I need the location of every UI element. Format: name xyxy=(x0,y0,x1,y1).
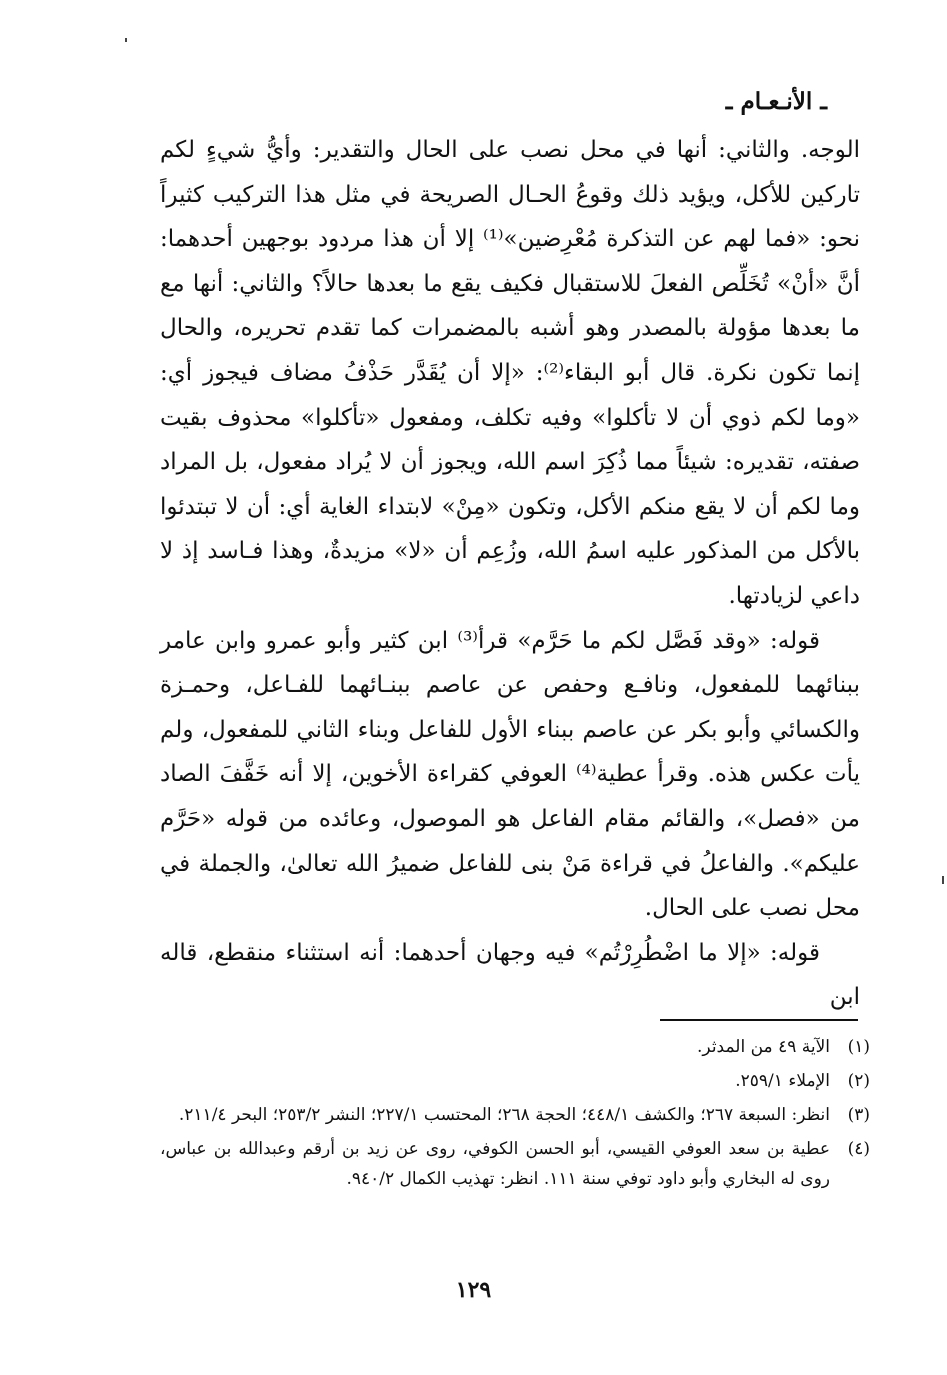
page-number: ١٢٩ xyxy=(455,1277,492,1303)
running-header: ـ الأنـعـام ـ xyxy=(725,88,827,115)
scan-speck xyxy=(942,876,944,884)
footnote xyxy=(160,1134,870,1194)
footnote-text: الآية ٤٩ من المدثر. xyxy=(697,1037,830,1057)
main-text xyxy=(160,128,860,1020)
footnote-text: عطية بن سعد العوفي القيسي، أبو الحسن الكوفي، روى عن زيد بن أرقم وعبدالله بن عباس، روى له البخاري وأبو داود توفي سنة ١١١. انظر: تهذيب الكمال ٩٤٠/٢. xyxy=(160,1139,830,1189)
footnotes xyxy=(160,1032,870,1198)
footnote-number: (٤) xyxy=(847,1139,870,1159)
scan-speck xyxy=(125,38,127,42)
footnote-text: الإملاء ٢٥٩/١. xyxy=(735,1071,830,1091)
paragraph: قوله: «وقد فَصَّل لكم ما حَرَّم» قرأ⁽³⁾ ابن كثير وأبو عمرو وابن عامر ببنائهما للمفعول، ونافـع وحفص عن عاصم ببنـائهما للفـاعل، وحمـزة والكسائي وأبو بكر عن عاصم ببناء الأول للفاعل وبناء الثاني للمفعول، ولم يأت عكس هذه. وقرأ عطية⁽⁴⁾ العوفي كقراءة الأخوين، إلا أنه خَفَّفَ الصاد من «فصل»، والقائم مقام الفاعل هو الموصول، وعائده من قوله «حَرَّم عليكم». والفاعلُ في قراءة مَنْ بنى للفاعل ضميرُ الله تعالىٰ، والجملة في محل نصب على الحال. xyxy=(160,627,860,922)
footnote xyxy=(160,1032,870,1062)
footnote-number: (٢) xyxy=(847,1071,870,1091)
paragraph: قوله: «إلا ما اضْطُرِرْتُم» فيه وجهان أحدهما: أنه استثناء منقطع، قاله ابن xyxy=(160,939,860,1011)
footnote-text: انظر: السبعة ٢٦٧؛ والكشف ٤٤٨/١؛ الحجة ٢٦٨؛ المحتسب ٢٢٧/١؛ النشر ٢٥٣/٢؛ البحر ٢١١/٤. xyxy=(178,1105,830,1125)
footnote-separator xyxy=(660,1019,858,1021)
footnote-number: (٣) xyxy=(847,1105,870,1125)
footnote xyxy=(160,1066,870,1096)
footnote-number: (١) xyxy=(847,1037,870,1057)
footnote xyxy=(160,1100,870,1130)
paragraph: الوجه. والثاني: أنها في محل نصب على الحال والتقدير: وأيُّ شيءٍ لكم تاركين للأكل، ويؤيد ذلك وقوعُ الحـال الصريحة في مثل هذا التركيب كثيراً نحو: «فما لهم عن التذكرة مُعْرِضين»⁽¹⁾ إلا أن هذا مردود بوجهين أحدهما: أنَّ «أنْ» تُخَلِّص الفعلَ للاستقبال فكيف يقع ما بعدها حالاً؟ والثاني: أنها مع ما بعدها مؤولة بالمصدر وهو أشبه بالمضمرات كما تقدم تحريره، والحال إنما تكون نكرة. قال أبو البقاء⁽²⁾: «إلا أن يُقَدَّر حَذْفُ مضاف فيجوز أي: «وما لكم ذوي أن لا تأكلوا» وفيه تكلف، ومفعول «تأكلوا» محذوف بقيت صفته، تقديره: شيئاً مما ذُكِرَ اسم الله، ويجوز أن لا يُراد مفعول، بل المراد وما لكم أن لا يقع منكم الأكل، وتكون «مِنْ» لابتداء الغاية أي: أن لا تبتدئوا بالأكل من المذكور عليه اسمُ الله، وزُعِم أن «لا» مزيدةٌ، وهذا فـاسد إذ لا داعي لزيادتها. xyxy=(160,137,861,609)
